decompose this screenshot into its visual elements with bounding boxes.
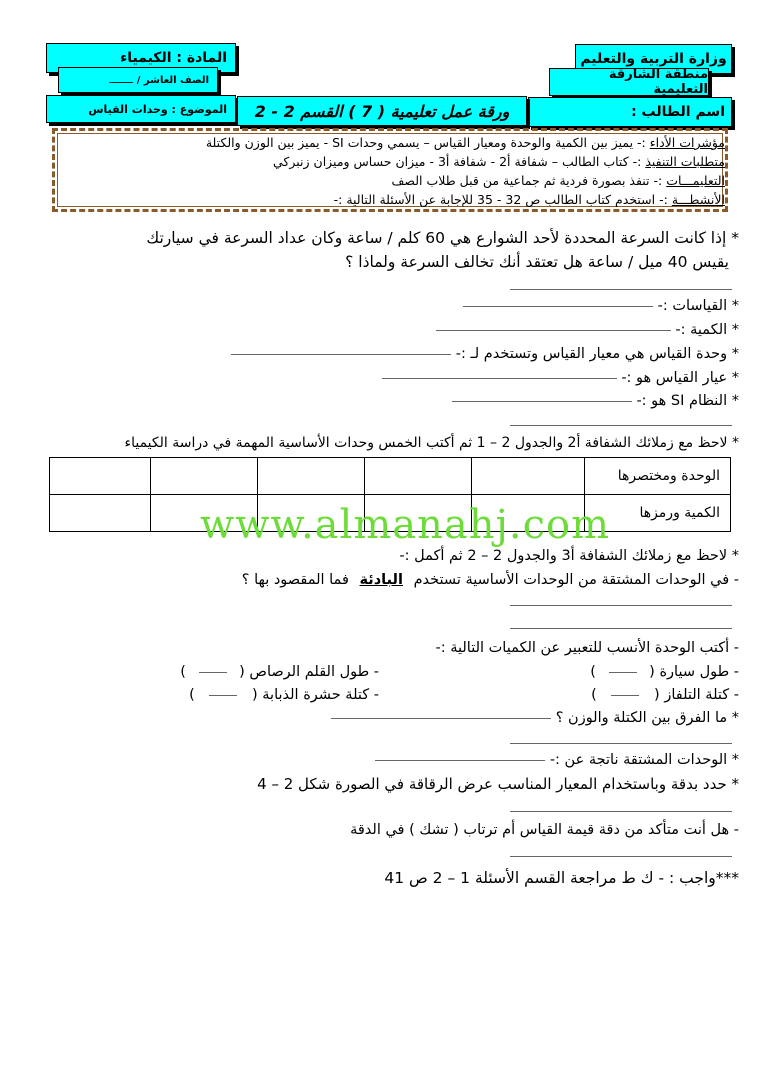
tv-mass-label: - كتلة التلفاز ( [654,687,739,703]
si-q [452,393,739,409]
answer-line[interactable] [510,605,732,606]
table-cell[interactable] [50,458,151,495]
answer-blank[interactable] [231,354,451,355]
zone-box [549,68,709,96]
answer-blank[interactable] [452,401,632,402]
fly-mass-label: - كتلة حشرة الذبابة ( [252,687,379,703]
answer-blank[interactable] [436,330,671,331]
grade-blank: ــــــــ [109,74,133,86]
prefix-keyword: البادئة [359,572,403,588]
accuracy-q: - هل أنت متأكد من دقة قيمة القياس أم ترتاب ( تشك ) في الدقة [350,822,739,838]
zone-title: منطقة الشارقة التعليمية [608,67,708,97]
answer-blank[interactable] [463,306,653,307]
derived-intro: * لاحظ مع زملائك الشفافة أ3 والجدول 2 – 2 ثم أكمل :- [399,548,739,564]
answer-line[interactable] [510,811,732,812]
derived-units-label: * الوحدات المشتقة ناتجة عن :- [549,752,739,768]
mass-weight-q [331,710,739,726]
close-paren: ) [189,687,195,703]
performance-indicators [65,133,725,152]
measurements-q [463,298,739,314]
pencil-length-label: - طول القلم الرصاص ( [239,664,379,680]
activities [65,190,725,209]
table-cell[interactable] [472,458,585,495]
homework: ***واجب : - ك ط مراجعة القسم الأسئلة 1 – 2 ص 41 [384,869,739,887]
table-cell[interactable] [151,458,258,495]
answer-blank[interactable] [382,378,617,379]
topic-box [46,95,236,123]
watermark: www.almanahj.com [200,502,611,548]
answer-blank[interactable] [611,695,639,696]
answer-blank[interactable] [331,718,551,719]
performance-text: :- يميز بين الكمية والوحدة ومعيار القياس – يسمي وحدات SI - يميز بين الوزن والكتلة [205,135,650,150]
performance-label: مؤشرات الأداء [649,135,725,150]
table-row-label: الوحدة ومختصرها [585,458,731,495]
close-paren: ) [590,664,596,680]
student-name-label: اسم الطالب : [631,104,725,120]
requirements-label: متطلبات التنفيذ [645,154,725,169]
instructions-label: التعليمـــات [666,173,725,188]
worksheet-title-box [237,96,527,126]
unit-def-label: * وحدة القياس هي معيار القياس وتستخدم لـ :- [455,346,739,362]
table-row [50,458,731,495]
measurements-label: * القياسات :- [657,298,739,314]
activities-label: الأنشطـــة [671,192,725,207]
prefix-q [242,572,739,588]
requirements [65,152,725,171]
worksheet-title: ورقة عمل تعليمية ( 7 ) القسم 2 - 2 [254,101,510,121]
answer-line[interactable] [510,289,732,290]
car-length-item [590,664,739,680]
tv-mass-item [591,687,739,703]
quantity-label: * الكمية :- [675,322,739,338]
answer-line[interactable] [510,856,732,857]
fly-mass-item [189,687,379,703]
si-label: * النظام SI هو :- [636,393,739,409]
mass-weight-label: * ما الفرق بين الكتلة والوزن ؟ [555,710,739,726]
table-intro: * لاحظ مع زملائك الشفافة أ2 والجدول 2 – 1 ثم أكتب الخمس وحدات الأساسية المهمة في دراسة الكيمياء [124,435,739,451]
table-cell[interactable] [50,495,151,532]
close-paren: ) [180,664,186,680]
close-paren: ) [591,687,597,703]
unit-def-q [231,346,739,362]
activities-text: :- استخدم كتاب الطالب ص 32 - 35 للإجابة عن الأسئلة التالية :- [333,192,672,207]
grade-box [58,67,218,93]
subject-label: المادة : الكيمياء [120,50,227,66]
slide-width-q: * حدد بدقة وباستخدام المعيار المناسب عرض الرقاقة في الصورة شكل 2 – 4 [257,775,739,793]
table-cell[interactable] [258,458,365,495]
car-length-label: - طول سيارة ( [649,664,739,680]
grade-label: الصف العاشر / [136,74,209,86]
answer-line[interactable] [510,425,732,426]
derived-units-q [375,752,739,768]
topic-label: الموضوع : وحدات القياس [88,102,227,116]
ministry-title: وزارة التربية والتعليم [580,51,727,67]
answer-blank[interactable] [375,760,545,761]
table-row-label: الكمية ورمزها [585,495,731,532]
answer-blank[interactable] [199,672,227,673]
quantity-q [436,322,739,338]
q1-line2: يقيس 40 ميل / ساعة هل تعتقد أنك تخالف السرعة ولماذا ؟ [345,253,729,271]
prefix-q-start: - في الوحدات المشتقة من الوحدات الأساسية تستخدم [413,572,739,588]
prefix-q-end: فما المقصود بها ؟ [241,572,349,588]
instructions [65,171,725,190]
student-name-box[interactable] [528,97,732,127]
q1-line1: * إذا كانت السرعة المحددة لأحد الشوارع هي 60 كلم / ساعة وكان عداد السرعة في سيارتك [146,229,739,247]
instructions-text: :- تنفذ بصورة فردية ثم جماعية من قبل طلاب الصف [391,173,667,188]
requirements-text: :- كتاب الطالب – شفافة أ2 - شفافة أ3 - ميزان حساس وميزان زنبركي [272,154,646,169]
table-cell[interactable] [365,458,472,495]
answer-blank[interactable] [609,672,637,673]
answer-line[interactable] [510,628,732,629]
standard-q [382,370,739,386]
best-unit-q: - أكتب الوحدة الأنسب للتعبير عن الكميات التالية :- [435,640,739,656]
objectives-list [65,133,725,209]
answer-blank[interactable] [209,695,237,696]
standard-label: * عيار القياس هو :- [621,370,739,386]
pencil-length-item [180,664,379,680]
answer-line[interactable] [510,743,732,744]
